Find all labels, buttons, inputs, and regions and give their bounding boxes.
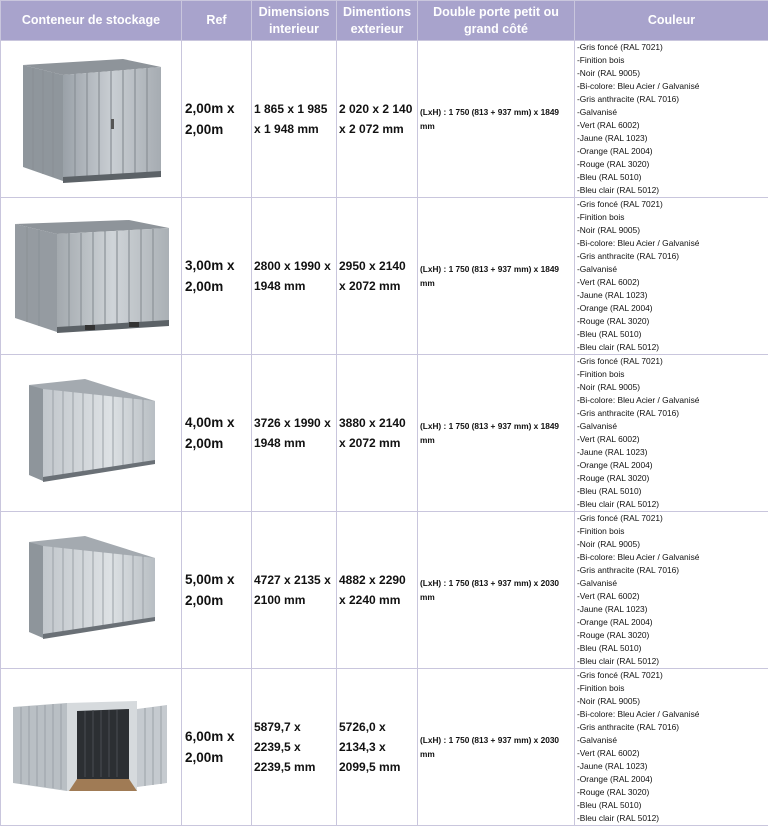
container-image-cell	[1, 669, 182, 826]
interior-dims-cell	[252, 41, 337, 198]
colour-option: -Bleu clair (RAL 5012)	[577, 656, 660, 666]
colour-option: -Bleu clair (RAL 5012)	[577, 499, 660, 509]
ref-text: 2,00m	[185, 750, 224, 765]
colour-option: -Galvanisé	[577, 107, 618, 117]
header-dims-interior: Dimensions interieur	[252, 1, 337, 41]
door-text: (LxH) : 1 750 (813 + 937 mm) x 1849 mm	[420, 107, 560, 131]
colour-option: -Gris anthracite (RAL 7016)	[577, 722, 680, 732]
colour-option: -Bleu (RAL 5010)	[577, 329, 642, 339]
header-colour: Couleur	[575, 1, 768, 41]
colour-option: -Orange (RAL 2004)	[577, 303, 653, 313]
exterior-dims-cell	[337, 41, 418, 198]
dims-text: 2099,5 mm	[339, 760, 401, 774]
ref-text: 3,00m x	[185, 258, 235, 273]
interior-dims-cell	[252, 355, 337, 512]
colour-option: -Gris anthracite (RAL 7016)	[577, 251, 680, 261]
colour-list-cell	[575, 198, 768, 355]
colour-option: -Jaune (RAL 1023)	[577, 447, 648, 457]
dims-text: x 1 948 mm	[254, 122, 319, 136]
colour-option: -Orange (RAL 2004)	[577, 617, 653, 627]
interior-dims-cell	[252, 669, 337, 826]
dims-text: x 2072 mm	[339, 436, 401, 450]
container-image-cell	[1, 355, 182, 512]
ref-text: 2,00m x	[185, 101, 235, 116]
door-cell	[418, 41, 575, 198]
colour-option: -Finition bois	[577, 683, 625, 693]
colour-option: -Vert (RAL 6002)	[577, 748, 640, 758]
colour-option: -Noir (RAL 9005)	[577, 225, 640, 235]
ref-cell	[182, 41, 252, 198]
colour-option: -Bi-colore: Bleu Acier / Galvanisé	[577, 238, 700, 248]
door-cell	[418, 355, 575, 512]
colour-option: -Gris foncé (RAL 7021)	[577, 199, 663, 209]
door-text: (LxH) : 1 750 (813 + 937 mm) x 2030 mm	[420, 578, 560, 602]
header-dims-exterior: Dimentions exterieur	[337, 1, 418, 41]
colour-option: -Jaune (RAL 1023)	[577, 290, 648, 300]
ref-text: 2,00m	[185, 436, 224, 451]
colour-option: -Noir (RAL 9005)	[577, 539, 640, 549]
door-text: (LxH) : 1 750 (813 + 937 mm) x 1849 mm	[420, 264, 560, 288]
dims-text: x 2240 mm	[339, 593, 401, 607]
interior-dims-cell	[252, 512, 337, 669]
ref-text: 2,00m	[185, 279, 224, 294]
ref-text: 6,00m x	[185, 729, 235, 744]
colour-option: -Bleu (RAL 5010)	[577, 486, 642, 496]
ref-cell	[182, 198, 252, 355]
colour-option: -Bleu (RAL 5010)	[577, 643, 642, 653]
exterior-dims-cell	[337, 355, 418, 512]
colour-option: -Bi-colore: Bleu Acier / Galvanisé	[577, 395, 700, 405]
colour-option: -Vert (RAL 6002)	[577, 277, 640, 287]
colour-option: -Gris anthracite (RAL 7016)	[577, 565, 680, 575]
dims-text: 1948 mm	[254, 279, 306, 293]
dims-text: 4727 x 2135 x	[254, 573, 331, 587]
header-product: Conteneur de stockage	[1, 1, 182, 41]
colour-option: -Gris foncé (RAL 7021)	[577, 670, 663, 680]
ref-cell	[182, 669, 252, 826]
door-text: (LxH) : 1 750 (813 + 937 mm) x 1849 mm	[420, 421, 560, 445]
colour-option: -Bleu clair (RAL 5012)	[577, 342, 660, 352]
container-image-cell	[1, 512, 182, 669]
colour-option: -Gris anthracite (RAL 7016)	[577, 408, 680, 418]
colour-option: -Rouge (RAL 3020)	[577, 159, 650, 169]
colour-option: -Finition bois	[577, 212, 625, 222]
ref-text: 2,00m	[185, 593, 224, 608]
table-row	[1, 669, 768, 826]
colour-option: -Vert (RAL 6002)	[577, 120, 640, 130]
colour-option: -Jaune (RAL 1023)	[577, 604, 648, 614]
table-row	[1, 512, 768, 669]
ref-cell	[182, 355, 252, 512]
header-row	[1, 1, 768, 41]
header-door: Double porte petit ou grand côté	[418, 1, 575, 41]
closed-square-container-icon	[17, 49, 165, 189]
dims-text: 3726 x 1990 x	[254, 416, 331, 430]
dims-text: 1 865 x 1 985	[254, 102, 328, 116]
colour-option: -Galvanisé	[577, 421, 618, 431]
colour-option: -Gris foncé (RAL 7021)	[577, 356, 663, 366]
door-text: (LxH) : 1 750 (813 + 937 mm) x 2030 mm	[420, 735, 560, 759]
colour-option: -Finition bois	[577, 369, 625, 379]
long-container-icon	[23, 377, 159, 489]
colour-option: -Rouge (RAL 3020)	[577, 473, 650, 483]
colour-option: -Noir (RAL 9005)	[577, 68, 640, 78]
container-image-cell	[1, 198, 182, 355]
colour-option: -Jaune (RAL 1023)	[577, 761, 648, 771]
colour-option: -Galvanisé	[577, 264, 618, 274]
colour-option: -Bi-colore: Bleu Acier / Galvanisé	[577, 81, 700, 91]
colour-list-cell	[575, 41, 768, 198]
ref-cell	[182, 512, 252, 669]
colour-list-cell	[575, 669, 768, 826]
colour-option: -Rouge (RAL 3020)	[577, 630, 650, 640]
ref-text: 4,00m x	[185, 415, 235, 430]
closed-container-icon	[11, 214, 171, 338]
colour-option: -Gris anthracite (RAL 7016)	[577, 94, 680, 104]
dims-text: 5726,0 x	[339, 720, 386, 734]
table-row	[1, 355, 768, 512]
table-row	[1, 41, 768, 198]
open-door-container-icon	[11, 699, 171, 795]
colour-option: -Bi-colore: Bleu Acier / Galvanisé	[577, 552, 700, 562]
colour-list-cell	[575, 355, 768, 512]
long-container-icon	[23, 534, 159, 646]
colour-option: -Bi-colore: Bleu Acier / Galvanisé	[577, 709, 700, 719]
colour-option: -Galvanisé	[577, 578, 618, 588]
colour-option: -Jaune (RAL 1023)	[577, 133, 648, 143]
colour-option: -Bleu (RAL 5010)	[577, 800, 642, 810]
colour-option: -Rouge (RAL 3020)	[577, 787, 650, 797]
colour-option: -Bleu clair (RAL 5012)	[577, 185, 660, 195]
dims-text: 5879,7 x	[254, 720, 301, 734]
ref-text: 5,00m x	[185, 572, 235, 587]
dims-text: 2134,3 x	[339, 740, 386, 754]
colour-option: -Galvanisé	[577, 735, 618, 745]
dims-text: 2239,5 x	[254, 740, 301, 754]
container-image-cell	[1, 41, 182, 198]
colour-option: -Bleu clair (RAL 5012)	[577, 813, 660, 823]
dims-text: 2800 x 1990 x	[254, 259, 331, 273]
colour-option: -Noir (RAL 9005)	[577, 696, 640, 706]
interior-dims-cell	[252, 198, 337, 355]
dims-text: 2950 x 2140	[339, 259, 406, 273]
door-cell	[418, 512, 575, 669]
colour-option: -Gris foncé (RAL 7021)	[577, 42, 663, 52]
colour-option: -Orange (RAL 2004)	[577, 146, 653, 156]
exterior-dims-cell	[337, 512, 418, 669]
colour-option: -Vert (RAL 6002)	[577, 434, 640, 444]
dims-text: 2239,5 mm	[254, 760, 316, 774]
door-cell	[418, 198, 575, 355]
colour-option: -Orange (RAL 2004)	[577, 460, 653, 470]
exterior-dims-cell	[337, 669, 418, 826]
door-cell	[418, 669, 575, 826]
colour-option: -Vert (RAL 6002)	[577, 591, 640, 601]
colour-option: -Rouge (RAL 3020)	[577, 316, 650, 326]
ref-text: 2,00m	[185, 122, 224, 137]
dims-text: 4882 x 2290	[339, 573, 406, 587]
dims-text: 2100 mm	[254, 593, 306, 607]
dims-text: x 2072 mm	[339, 279, 401, 293]
dims-text: 3880 x 2140	[339, 416, 406, 430]
dims-text: 2 020 x 2 140	[339, 102, 413, 116]
colour-option: -Noir (RAL 9005)	[577, 382, 640, 392]
colour-list-cell	[575, 512, 768, 669]
dims-text: x 2 072 mm	[339, 122, 404, 136]
colour-option: -Finition bois	[577, 526, 625, 536]
colour-option: -Bleu (RAL 5010)	[577, 172, 642, 182]
colour-option: -Gris foncé (RAL 7021)	[577, 513, 663, 523]
table-row	[1, 198, 768, 355]
header-ref: Ref	[182, 1, 252, 41]
colour-option: -Orange (RAL 2004)	[577, 774, 653, 784]
exterior-dims-cell	[337, 198, 418, 355]
colour-option: -Finition bois	[577, 55, 625, 65]
dims-text: 1948 mm	[254, 436, 306, 450]
